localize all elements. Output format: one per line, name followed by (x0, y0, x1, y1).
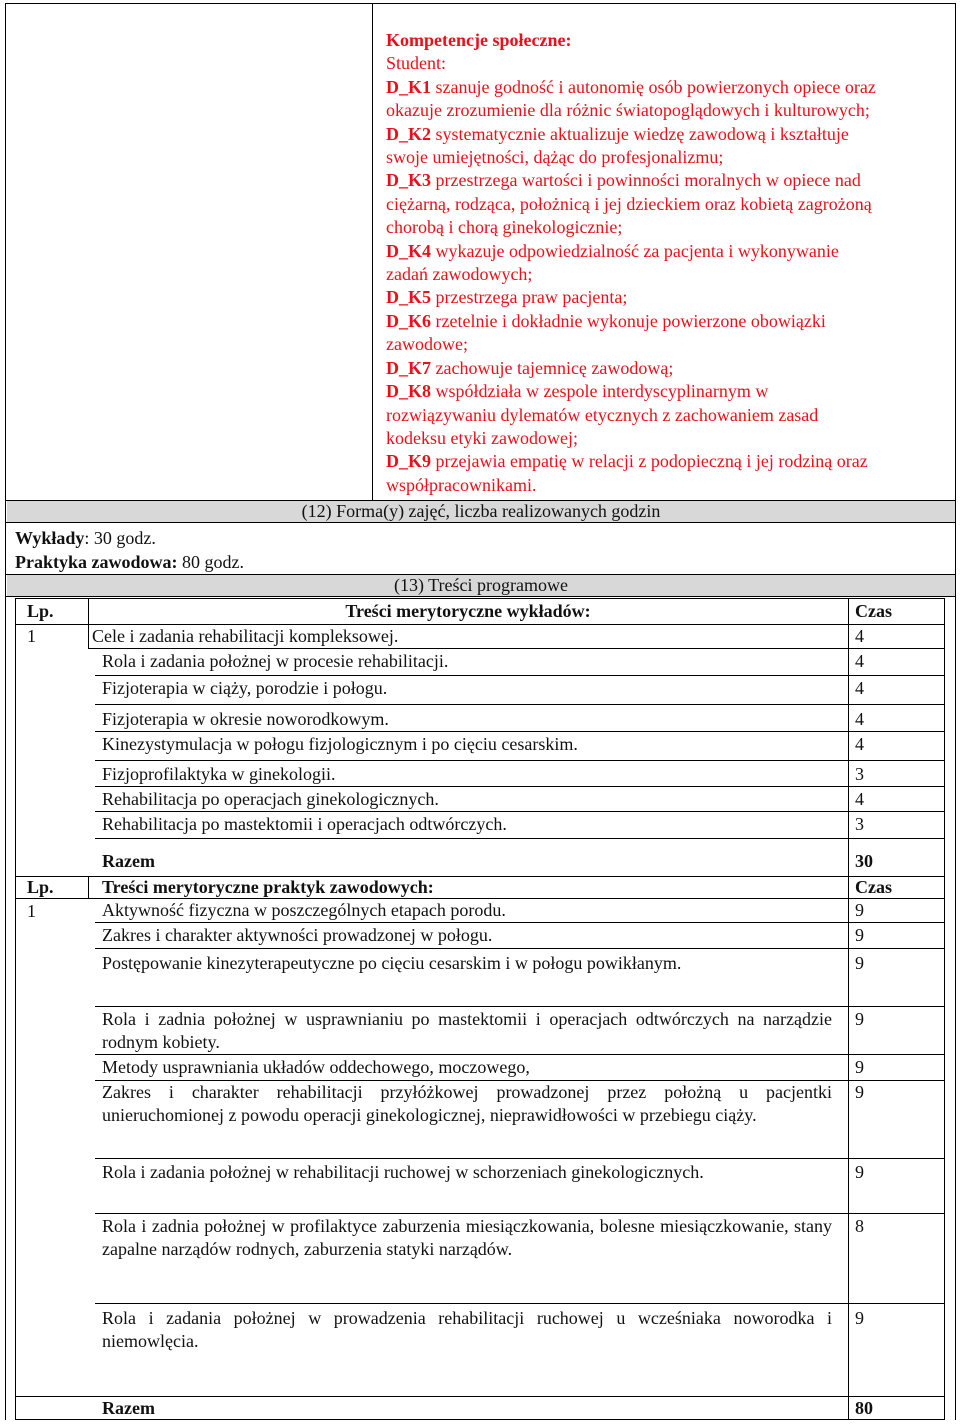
section-forms-title: Forma(y) zajęć, liczba realizowanych godzin (331, 501, 661, 521)
lecture-topic: Rehabilitacja po operacjach ginekologicznych. (102, 789, 439, 809)
lecture-topic: Rehabilitacja po mastektomii i operacjach odtwórczych. (102, 814, 507, 834)
practice-col-title: Treści merytoryczne praktyk zawodowych: (102, 877, 434, 897)
competence-line (386, 263, 948, 286)
lecture-hours: 3 (855, 764, 864, 784)
competence-line (386, 146, 948, 169)
lecture-topic: Rola i zadania położnej w procesie rehabilitacji. (102, 651, 449, 671)
competence-text: przestrzega wartości i powinności moralnych w opiece nad (431, 170, 861, 191)
practice-topic: Aktywność fizyczna w poszczególnych etapach porodu. (102, 900, 506, 920)
practice-hours: 9 (855, 1082, 864, 1102)
practice-total-value: 80 (855, 1398, 873, 1418)
competence-text: zachowuje tajemnicę zawodową; (431, 357, 674, 378)
practice-total-label: Razem (102, 1398, 155, 1418)
practice-topic: Zakres i charakter rehabilitacji przyłóżkowej prowadzonej przez położną u pacjentki unieruchomionej z powodu operacji ginekologicznej, nieprawidłowości w przebiegu ciąży. (102, 1082, 832, 1125)
competence-text: współdziała w zespole interdyscyplinarnym w (431, 381, 769, 402)
competence-line (386, 404, 948, 427)
competences-header: Kompetencje społeczne: (386, 30, 572, 50)
competence-code: D_K9 (386, 451, 431, 472)
competence-line (386, 427, 948, 450)
competence-code: D_K5 (386, 287, 431, 308)
section-content-title: Treści programowe (424, 575, 568, 595)
competence-line (386, 450, 948, 473)
lecture-topic: Fizjoterapia w ciąży, porodzie i połogu. (102, 678, 388, 698)
practice-hours: 9 (855, 1308, 864, 1328)
practice-topic: Rola i zadnia położnej w usprawnianiu po mastektomii i operacjach odtwórczych na narządzie rodnym kobiety. (102, 1009, 832, 1052)
competence-code: D_K1 (386, 76, 431, 97)
lecture-topic: Cele i zadania rehabilitacji kompleksowej. (92, 626, 399, 646)
competences-block (386, 29, 948, 497)
practice-hours-label: Praktyka zawodowa: (15, 552, 178, 572)
lecture-hours: 4 (855, 651, 864, 671)
practice-topic: Rola i zadania położnej w prowadzenia rehabilitacji ruchowej u wcześniaka noworodka i niemowlęcia. (102, 1308, 832, 1351)
competence-line (386, 193, 948, 216)
practice-hours: 9 (855, 900, 864, 920)
section-forms-header (7, 500, 955, 522)
competence-text: współpracownikami. (386, 474, 537, 495)
competence-line (386, 310, 948, 333)
lecture-topic: Fizjoterapia w okresie noworodkowym. (102, 709, 389, 729)
practice-col-time: Czas (855, 877, 892, 897)
practice-topic: Rola i zadania położnej w rehabilitacji ruchowej w schorzeniach ginekologicznych. (102, 1162, 704, 1182)
practice-col-lp: Lp. (27, 877, 54, 897)
competence-text: przestrzega praw pacjenta; (431, 287, 628, 308)
competence-line (386, 99, 948, 122)
practice-topic: Rola i zadnia położnej w profilaktyce zaburzenia miesiączkowania, bolesne miesiączkowanie, stany zapalne narządów rodnych, zaburzenia statyki narządów. (102, 1216, 832, 1259)
competence-code: D_K3 (386, 170, 431, 191)
lectures-total-label: Razem (102, 851, 155, 871)
competence-text: przejawia empatię w relacji z podopieczną i jej rodziną oraz (431, 451, 868, 472)
competence-text: okazuje zrozumienie dla różnic światopoglądowych i kulturowych; (386, 100, 870, 121)
lectures-hours (15, 526, 156, 550)
competence-line (386, 474, 948, 497)
practice-hours (15, 550, 244, 574)
lectures-col-time: Czas (855, 601, 892, 621)
competence-text: rozwiązywaniu dylematów etycznych z zachowaniem zasad (386, 404, 819, 425)
section-content-number: (13) (394, 575, 424, 595)
competences-student: Student: (386, 53, 447, 74)
lectures-col-lp: Lp. (27, 601, 54, 621)
competence-code: D_K8 (386, 381, 431, 402)
competence-text: zawodowe; (386, 334, 468, 355)
competence-text: kodeksu etyki zawodowej; (386, 427, 578, 448)
competence-line (386, 357, 948, 380)
lectures-lp: 1 (27, 626, 36, 646)
competence-code: D_K6 (386, 310, 431, 331)
practice-hours: 9 (855, 1162, 864, 1182)
competence-line (386, 169, 948, 192)
competence-code: D_K4 (386, 240, 431, 261)
practice-hours: 9 (855, 925, 864, 945)
lecture-hours: 4 (855, 626, 864, 646)
competence-text: szanuje godność i autonomię osób powierzonych opiece oraz (431, 76, 876, 97)
practice-hours-value: 80 godz. (177, 552, 244, 572)
competence-text: systematycznie aktualizuje wiedzę zawodową i kształtuje (431, 123, 849, 144)
practice-hours: 9 (855, 1009, 864, 1029)
competence-line (386, 240, 948, 263)
lecture-topic: Kinezystymulacja w połogu fizjologicznym i po cięciu cesarskim. (102, 734, 578, 754)
lectures-col-title: Treści merytoryczne wykładów: (345, 601, 591, 621)
lectures-total-value: 30 (855, 851, 873, 871)
lecture-topic: Fizjoprofilaktyka w ginekologii. (102, 764, 336, 784)
practice-hours: 8 (855, 1216, 864, 1236)
section-forms-number: (12) (301, 501, 332, 521)
competence-text: ciężarną, rodząca, położnicą i jej dzieckiem oraz kobietą zagrożoną (386, 193, 872, 214)
lecture-hours: 3 (855, 814, 864, 834)
competence-line (386, 76, 948, 99)
lecture-hours: 4 (855, 734, 864, 754)
practice-hours: 9 (855, 1057, 864, 1077)
competence-text: wykazuje odpowiedzialność za pacjenta i wykonywanie (431, 240, 839, 261)
competence-text: chorobą i chorą ginekologicznie; (386, 217, 623, 238)
practice-hours: 9 (855, 953, 864, 973)
section-content-header (7, 574, 955, 596)
lecture-hours: 4 (855, 709, 864, 729)
practice-lp: 1 (27, 901, 36, 921)
competence-line (386, 123, 948, 146)
competence-code: D_K2 (386, 123, 431, 144)
competence-line (386, 380, 948, 403)
competence-line (386, 333, 948, 356)
competence-line (386, 216, 948, 239)
competence-line (386, 286, 948, 309)
competence-text: swoje umiejętności, dążąc do profesjonalizmu; (386, 147, 724, 168)
lecture-hours: 4 (855, 678, 864, 698)
practice-topic: Zakres i charakter aktywności prowadzonej w połogu. (102, 925, 493, 945)
lecture-hours: 4 (855, 789, 864, 809)
competence-text: zadań zawodowych; (386, 264, 533, 285)
competence-text: rzetelnie i dokładnie wykonuje powierzone obowiązki (431, 310, 826, 331)
practice-topic: Metody usprawniania układów oddechowego, moczowego, (102, 1057, 530, 1077)
lectures-hours-label: Wykłady (15, 528, 85, 548)
lectures-hours-value: : 30 godz. (84, 528, 156, 548)
competence-code: D_K7 (386, 357, 431, 378)
practice-topic: Postępowanie kinezyterapeutyczne po cięciu cesarskim i w połogu powikłanym. (102, 953, 682, 973)
